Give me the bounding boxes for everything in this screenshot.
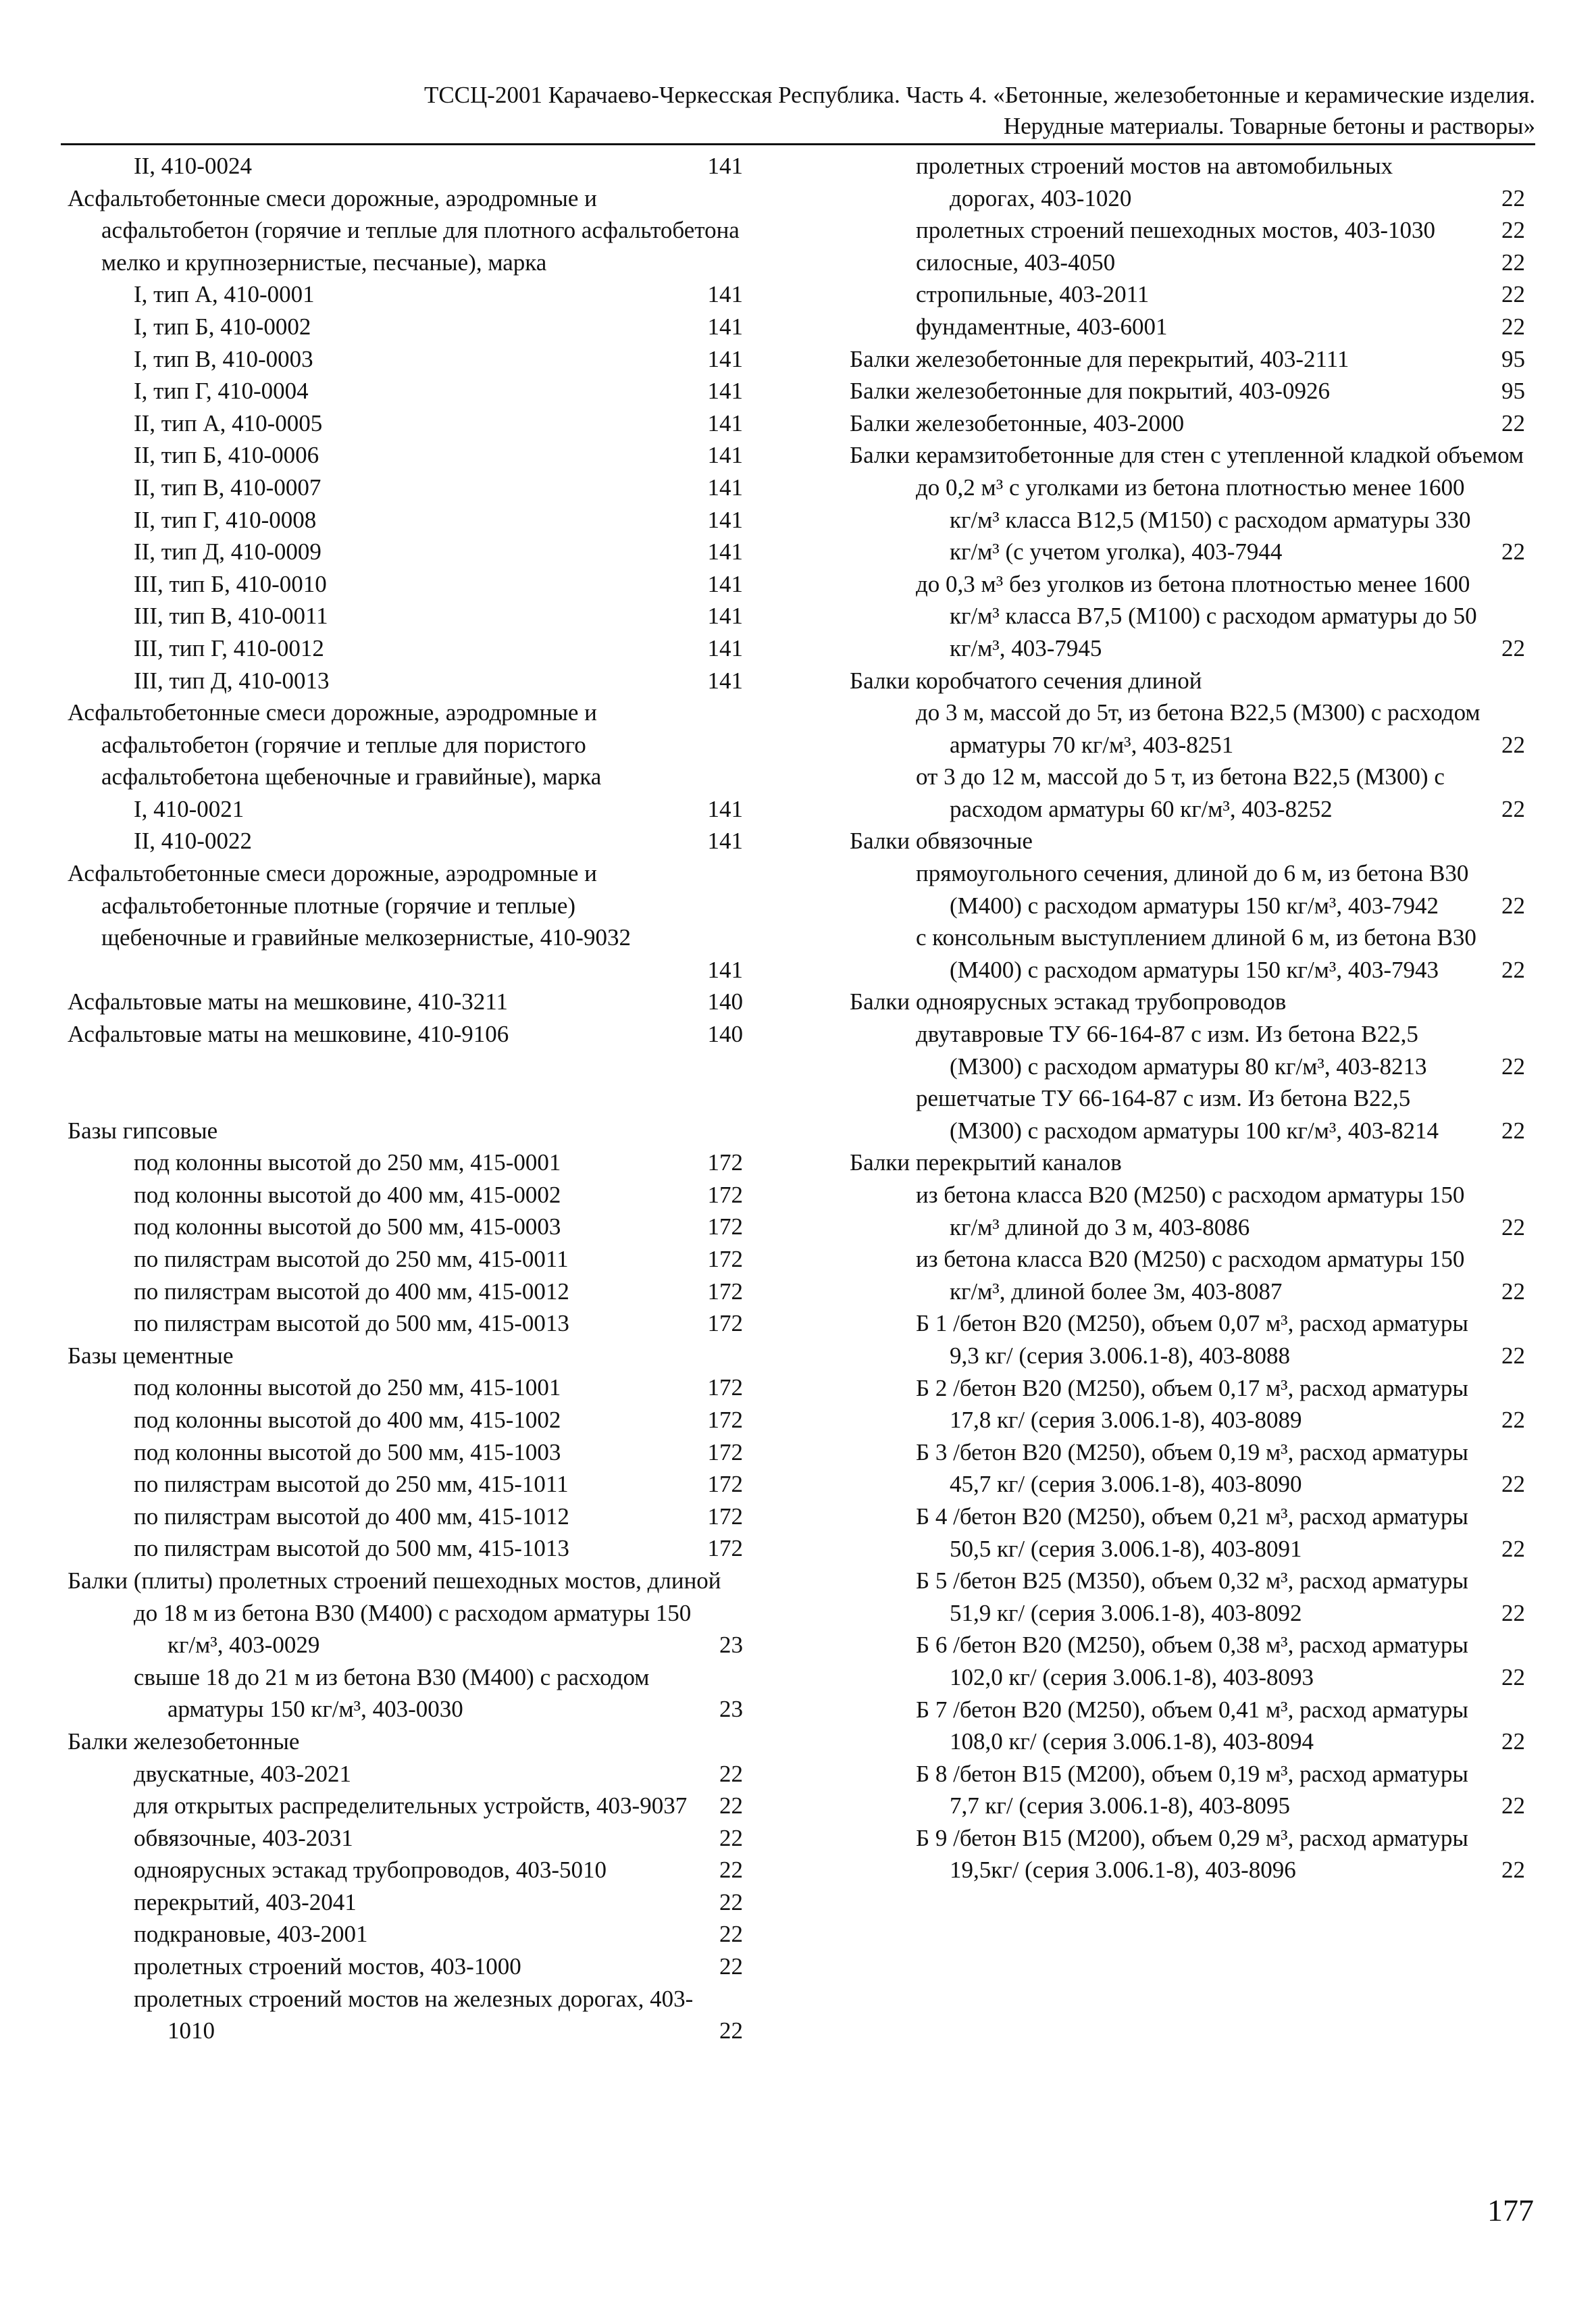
entry-text: прямоугольного сечения, длиной до 6 м, из бетона В30 (М400) с расходом арматуры 150 кг/м³, 403-7942 (916, 860, 1469, 919)
index-subentry (916, 214, 1525, 247)
entry-text: Б 2 /бетон В20 (М250), объем 0,17 м³, расход арматуры 17,8 кг/ (серия 3.006.1-8), 403-8089 (916, 1374, 1468, 1434)
entry-text: до 0,3 м³ без уголков из бетона плотностью менее 1600 кг/м³ класса В7,5 (М100) с расходом арматуры до 50 кг/м³, 403-7945 (916, 570, 1477, 661)
index-subentry (134, 439, 743, 472)
entry-page-ref: 23 (719, 1696, 743, 1723)
entry-text: свыше 18 до 21 м из бетона В30 (М400) с расходом арматуры 150 кг/м³, 403-0030 (134, 1663, 650, 1723)
entry-text: Балки перекрытий каналов (850, 1149, 1122, 1176)
entry-page-ref: 22 (719, 1760, 743, 1787)
entry-page-ref: 22 (1501, 1053, 1525, 1080)
entry-text: силосные, 403-4050 (916, 249, 1116, 276)
entry-text: Б 8 /бетон В15 (М200), объем 0,19 м³, расход арматуры 7,7 кг/ (серия 3.006.1-8), 403-8095 (916, 1760, 1468, 1819)
entry-text: Б 3 /бетон В20 (М250), объем 0,19 м³, расход арматуры 45,7 кг/ (серия 3.006.1-8), 403-8090 (916, 1438, 1468, 1498)
entry-text: пролетных строений мостов на автомобильных дорогах, 403-1020 (916, 153, 1393, 211)
index-subentry (134, 1951, 743, 1983)
index-subentry (916, 1372, 1525, 1436)
index-heading (68, 697, 743, 793)
index-subentry (134, 825, 743, 857)
entry-text: Балки коробчатого сечения длиной (850, 667, 1202, 694)
index-subentry (916, 1018, 1525, 1082)
entry-page-ref: 22 (719, 1888, 743, 1915)
index-heading (850, 407, 1525, 440)
entry-text: II, 410-0024 (134, 153, 252, 179)
index-subentry (916, 278, 1525, 311)
index-subentry (916, 1629, 1525, 1693)
entry-text: I, тип В, 410-0003 (134, 345, 313, 372)
index-subentry (134, 600, 743, 632)
entry-page-ref: 141 (707, 153, 743, 179)
entry-text: Б 5 /бетон В25 (М350), объем 0,32 м³, расход арматуры 51,9 кг/ (серия 3.006.1-8), 403-8092 (916, 1567, 1468, 1626)
index-subentry (134, 665, 743, 697)
index-subentry (916, 1436, 1525, 1501)
entry-text: Балки железобетонные, 403-2000 (850, 409, 1185, 436)
entry-page-ref: 172 (707, 1471, 743, 1498)
entry-page-ref: 22 (1501, 1663, 1525, 1690)
index-subentry (134, 375, 743, 407)
index-subentry (134, 1597, 743, 1661)
entry-page-ref: 22 (1501, 409, 1525, 436)
index-subentry (134, 793, 743, 826)
entry-text: Балки (плиты) пролетных строений пешеходных мостов, длиной (68, 1567, 721, 1594)
entry-text: пролетных строений мостов на железных дорогах, 403-1010 (134, 1985, 694, 2044)
index-heading (68, 182, 743, 279)
entry-text: Асфальтобетонные смеси дорожные, аэродромные и асфальтобетон (горячие и теплые для пористого асфальтобетона щебеночные и гравийные), марка (68, 699, 602, 790)
entry-page-ref: 141 (707, 281, 743, 308)
entry-page-ref: 22 (1501, 1407, 1525, 1434)
header-rule (61, 143, 1535, 145)
index-subentry (134, 1276, 743, 1308)
index-subentry (916, 1179, 1525, 1243)
index-subentry (134, 1661, 743, 1726)
entry-page-ref: 22 (1501, 1213, 1525, 1240)
entry-page-ref: 172 (707, 1503, 743, 1530)
entry-page-ref: 22 (1501, 313, 1525, 340)
entry-page-ref: 172 (707, 1438, 743, 1465)
header-line-1: ТССЦ-2001 Карачаево-Черкесская Республика. Часть 4. «Бетонные, железобетонные и керамические изделия. (423, 82, 1535, 108)
entry-text: из бетона класса В20 (М250) с расходом арматуры 150 кг/м³, длиной более 3м, 403-8087 (916, 1246, 1465, 1305)
index-heading (850, 1147, 1525, 1179)
index-subentry (134, 504, 743, 536)
entry-text: Базы гипсовые (68, 1117, 218, 1144)
entry-text: до 3 м, массой до 5т, из бетона В22,5 (М300) с расходом арматуры 70 кг/м³, 403-8251 (916, 699, 1481, 758)
index-subentry (916, 1758, 1525, 1822)
entry-text: Б 7 /бетон В20 (М250), объем 0,41 м³, расход арматуры 108,0 кг/ (серия 3.006.1-8), 403-8094 (916, 1696, 1468, 1755)
entry-page-ref: 22 (719, 1921, 743, 1948)
entry-text: под колонны высотой до 500 мм, 415-1003 (134, 1438, 561, 1465)
index-heading (850, 665, 1525, 697)
running-header (61, 80, 1535, 142)
entry-text: под колонны высотой до 250 мм, 415-1001 (134, 1374, 561, 1401)
index-subentry (916, 1822, 1525, 1886)
entry-text: Балки железобетонные для покрытий, 403-0926 (850, 378, 1330, 405)
entry-page-ref: 141 (707, 409, 743, 436)
index-column-left (68, 150, 743, 2047)
entry-page-ref: 172 (707, 1246, 743, 1272)
entry-text: Балки обвязочные (850, 828, 1033, 855)
entry-page-ref: 141 (707, 345, 743, 372)
entry-page-ref: 172 (707, 1149, 743, 1176)
entry-page-ref: 141 (707, 313, 743, 340)
index-subentry (134, 1758, 743, 1790)
section-gap (68, 1051, 743, 1115)
entry-page-ref: 141 (707, 956, 743, 983)
entry-text: по пилястрам высотой до 400 мм, 415-1012 (134, 1503, 569, 1530)
entry-page-ref: 22 (719, 1824, 743, 1851)
entry-text: одноярусных эстакад трубопроводов, 403-5010 (134, 1857, 607, 1884)
entry-text: пролетных строений пешеходных мостов, 403-1030 (916, 217, 1436, 244)
index-subentry (916, 761, 1525, 825)
entry-text: Асфальтобетонные смеси дорожные, аэродромные и асфальтобетонные плотные (горячие и теплые) щебеночные и гравийные мелкозернистые, 410-9032 (68, 860, 631, 951)
entry-page-ref: 172 (707, 1181, 743, 1208)
entry-page-ref: 22 (719, 2017, 743, 2044)
index-subentry (134, 1983, 743, 2047)
index-subentry (134, 407, 743, 440)
entry-page-ref: 140 (707, 1021, 743, 1048)
index-heading (68, 857, 743, 986)
entry-page-ref: 172 (707, 1310, 743, 1337)
entry-text: Б 4 /бетон В20 (М250), объем 0,21 м³, расход арматуры 50,5 кг/ (серия 3.006.1-8), 403-8091 (916, 1503, 1468, 1562)
index-subentry (916, 1694, 1525, 1758)
entry-page-ref: 141 (707, 667, 743, 694)
entry-page-ref: 22 (1501, 1342, 1525, 1369)
index-subentry (916, 1501, 1525, 1565)
entry-text: II, тип Б, 410-0006 (134, 442, 319, 469)
entry-text: II, тип В, 410-0007 (134, 474, 321, 501)
index-subentry (134, 1886, 743, 1919)
entry-text: подкрановые, 403-2001 (134, 1921, 368, 1948)
index-subentry (916, 922, 1525, 986)
entry-page-ref: 22 (1501, 795, 1525, 822)
entry-text: стропильные, 403-2011 (916, 281, 1150, 308)
index-subentry (134, 1147, 743, 1179)
index-subentry (134, 1854, 743, 1886)
entry-page-ref: 22 (719, 1792, 743, 1819)
index-subentry (134, 536, 743, 568)
entry-text: по пилястрам высотой до 500 мм, 415-0013 (134, 1310, 569, 1337)
index-heading (68, 1115, 743, 1147)
index-subentry (134, 1501, 743, 1533)
header-line-2: Нерудные материалы. Товарные бетоны и растворы» (1003, 113, 1535, 139)
index-subentry (916, 247, 1525, 279)
entry-text: под колонны высотой до 250 мм, 415-0001 (134, 1149, 561, 1176)
index-subentry (916, 311, 1525, 343)
entry-text: пролетных строений мостов, 403-1000 (134, 1953, 521, 1980)
index-subentry (916, 568, 1525, 665)
index-subentry (916, 857, 1525, 922)
entry-text: фундаментные, 403-6001 (916, 313, 1168, 340)
index-subentry (134, 632, 743, 665)
entry-page-ref: 141 (707, 634, 743, 661)
index-heading (68, 986, 743, 1018)
index-heading (850, 439, 1525, 472)
entry-text: II, тип Д, 410-0009 (134, 538, 321, 565)
entry-text: по пилястрам высотой до 250 мм, 415-1011 (134, 1471, 569, 1498)
index-heading (68, 1565, 743, 1597)
entry-page-ref: 141 (707, 795, 743, 822)
entry-text: для открытых распределительных устройств, 403-9037 (134, 1792, 688, 1819)
entry-text: Балки железобетонные (68, 1728, 300, 1755)
index-subentry (916, 697, 1525, 761)
index-subentry (134, 1436, 743, 1469)
entry-text: по пилястрам высотой до 250 мм, 415-0011 (134, 1246, 569, 1272)
entry-text: под колонны высотой до 400 мм, 415-1002 (134, 1406, 561, 1433)
index-heading (850, 375, 1525, 407)
entry-text: с консольным выступлением длиной 6 м, из бетона В30 (М400) с расходом арматуры 150 кг/м³, 403-7943 (916, 924, 1476, 983)
entry-text: под колонны высотой до 500 мм, 415-0003 (134, 1213, 561, 1240)
entry-text: Базы цементные (68, 1342, 234, 1369)
index-subentry (134, 1918, 743, 1951)
index-heading (68, 1340, 743, 1372)
entry-page-ref: 22 (1501, 281, 1525, 308)
entry-page-ref: 22 (1501, 1117, 1525, 1144)
entry-page-ref: 22 (1501, 184, 1525, 211)
index-heading (68, 1726, 743, 1758)
entry-page-ref: 95 (1501, 378, 1525, 405)
page-number: 177 (1487, 2193, 1534, 2228)
entry-page-ref: 22 (1501, 1728, 1525, 1755)
entry-text: Балки одноярусных эстакад трубопроводов (850, 988, 1287, 1015)
index-subentry (134, 1790, 743, 1822)
entry-page-ref: 141 (707, 828, 743, 855)
entry-text: Асфальтовые маты на мешковине, 410-3211 (68, 988, 508, 1015)
index-subentry (134, 311, 743, 343)
index-subentry (134, 150, 743, 182)
entry-page-ref: 172 (707, 1213, 743, 1240)
entry-page-ref: 22 (1501, 1599, 1525, 1626)
entry-text: Балки керамзитобетонные для стен с утепленной кладкой объемом (850, 442, 1524, 469)
entry-text: до 0,2 м³ с уголками из бетона плотностью менее 1600 кг/м³ класса В12,5 (М150) с расходом арматуры 330 кг/м³ (с учетом уголка), 403-7944 (916, 474, 1471, 565)
entry-page-ref: 22 (1501, 1792, 1525, 1819)
index-subentry (134, 1211, 743, 1243)
index-subentry (134, 1822, 743, 1855)
entry-text: Б 9 /бетон В15 (М200), объем 0,29 м³, расход арматуры 19,5кг/ (серия 3.006.1-8), 403-8096 (916, 1824, 1468, 1884)
entry-text: I, тип Б, 410-0002 (134, 313, 311, 340)
entry-page-ref: 23 (719, 1632, 743, 1659)
index-subentry (134, 278, 743, 311)
index-subentry (134, 343, 743, 376)
entry-text: III, тип Б, 410-0010 (134, 570, 327, 597)
entry-page-ref: 22 (1501, 956, 1525, 983)
entry-text: решетчатые ТУ 66-164-87 с изм. Из бетона В22,5 (М300) с расходом арматуры 100 кг/м³, 403-8214 (916, 1085, 1439, 1144)
index-subentry (916, 1565, 1525, 1629)
index-subentry (134, 1404, 743, 1436)
entry-text: III, тип В, 410-0011 (134, 603, 328, 630)
entry-page-ref: 141 (707, 474, 743, 501)
entry-page-ref: 95 (1501, 345, 1525, 372)
entry-page-ref: 140 (707, 988, 743, 1015)
index-subentry (134, 1307, 743, 1340)
entry-page-ref: 22 (719, 1953, 743, 1980)
entry-text: Балки железобетонные для перекрытий, 403-2111 (850, 345, 1349, 372)
index-column-right (850, 150, 1525, 1886)
entry-text: II, тип Г, 410-0008 (134, 506, 317, 533)
entry-text: из бетона класса В20 (М250) с расходом арматуры 150 кг/м³ длиной до 3 м, 403-8086 (916, 1182, 1465, 1240)
entry-text: Б 1 /бетон В20 (М250), объем 0,07 м³, расход арматуры 9,3 кг/ (серия 3.006.1-8), 403-8088 (916, 1310, 1468, 1369)
entry-text: I, тип Г, 410-0004 (134, 378, 309, 405)
entry-text: III, тип Г, 410-0012 (134, 634, 324, 661)
entry-page-ref: 22 (1501, 634, 1525, 661)
index-heading (850, 343, 1525, 376)
index-subentry (916, 1243, 1525, 1307)
entry-page-ref: 22 (1501, 1278, 1525, 1305)
entry-page-ref: 141 (707, 538, 743, 565)
entry-text: до 18 м из бетона В30 (М400) с расходом арматуры 150 кг/м³, 403-0029 (134, 1599, 692, 1659)
entry-page-ref: 22 (1501, 1857, 1525, 1884)
index-subentry (134, 1243, 743, 1276)
entry-page-ref: 172 (707, 1374, 743, 1401)
index-subentry (916, 150, 1525, 214)
entry-text: I, тип А, 410-0001 (134, 281, 315, 308)
entry-text: под колонны высотой до 400 мм, 415-0002 (134, 1181, 561, 1208)
index-subentry (916, 472, 1525, 568)
index-subentry (134, 1372, 743, 1404)
entry-page-ref: 172 (707, 1406, 743, 1433)
entry-text: по пилястрам высотой до 500 мм, 415-1013 (134, 1535, 569, 1562)
entry-page-ref: 22 (1501, 538, 1525, 565)
index-subentry (134, 568, 743, 601)
entry-page-ref: 22 (1501, 892, 1525, 919)
entry-text: двускатные, 403-2021 (134, 1760, 352, 1787)
entry-text: Б 6 /бетон В20 (М250), объем 0,38 м³, расход арматуры 102,0 кг/ (серия 3.006.1-8), 403-8093 (916, 1632, 1468, 1690)
entry-text: от 3 до 12 м, массой до 5 т, из бетона В22,5 (М300) с расходом арматуры 60 кг/м³, 403-8252 (916, 763, 1445, 822)
entry-text: III, тип Д, 410-0013 (134, 667, 330, 694)
entry-text: II, тип А, 410-0005 (134, 409, 323, 436)
index-subentry (916, 1082, 1525, 1147)
entry-page-ref: 141 (707, 603, 743, 630)
entry-page-ref: 141 (707, 442, 743, 469)
entry-text: двутавровые ТУ 66-164-87 с изм. Из бетона В22,5 (М300) с расходом арматуры 80 кг/м³, 403-8213 (916, 1021, 1427, 1080)
entry-page-ref: 22 (1501, 217, 1525, 244)
index-heading (68, 1018, 743, 1051)
index-heading (850, 986, 1525, 1018)
entry-page-ref: 172 (707, 1278, 743, 1305)
entry-text: I, 410-0021 (134, 795, 244, 822)
entry-text: обвязочные, 403-2031 (134, 1824, 353, 1851)
entry-page-ref: 141 (707, 378, 743, 405)
entry-text: Асфальтовые маты на мешковине, 410-9106 (68, 1021, 509, 1048)
entry-page-ref: 141 (707, 570, 743, 597)
entry-page-ref: 22 (1501, 1471, 1525, 1498)
index-subentry (134, 1468, 743, 1501)
entry-text: Асфальтобетонные смеси дорожные, аэродромные и асфальтобетон (горячие и теплые для плотного асфальтобетона мелко и крупнозернистые, песчаные), марка (68, 184, 740, 276)
entry-text: перекрытий, 403-2041 (134, 1888, 357, 1915)
entry-page-ref: 22 (719, 1857, 743, 1884)
entry-page-ref: 172 (707, 1535, 743, 1562)
entry-page-ref: 22 (1501, 249, 1525, 276)
entry-page-ref: 22 (1501, 1535, 1525, 1562)
entry-page-ref: 22 (1501, 731, 1525, 758)
index-subentry (134, 472, 743, 504)
index-subentry (134, 1179, 743, 1211)
index-subentry (916, 1307, 1525, 1372)
entry-text: по пилястрам высотой до 400 мм, 415-0012 (134, 1278, 569, 1305)
index-subentry (134, 1532, 743, 1565)
index-heading (850, 825, 1525, 857)
entry-page-ref: 141 (707, 506, 743, 533)
entry-text: II, 410-0022 (134, 828, 252, 855)
